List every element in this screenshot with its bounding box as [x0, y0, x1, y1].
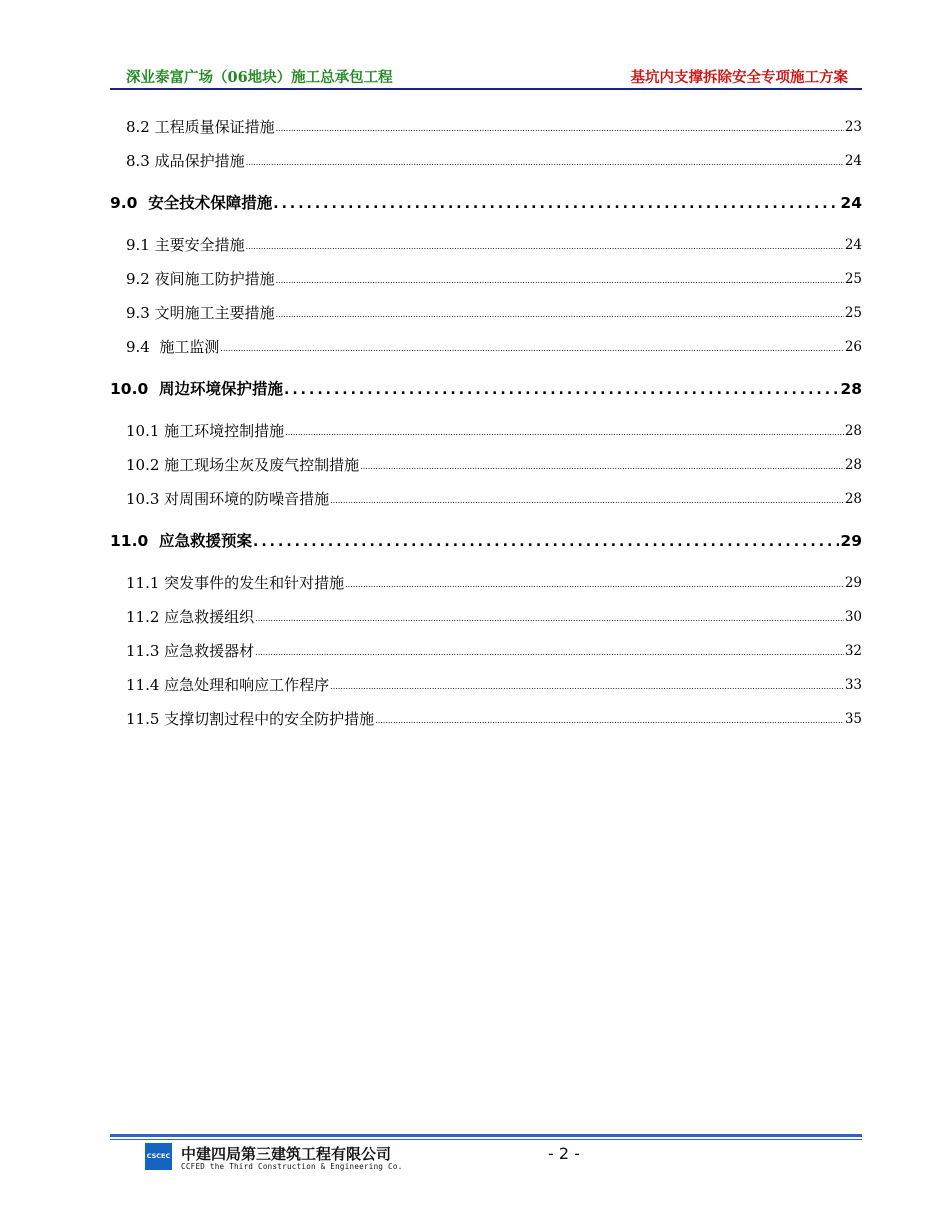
header-divider — [110, 88, 862, 90]
toc-label: 11.1 突发事件的发生和针对措施 — [126, 574, 345, 592]
toc-page: 28 — [844, 491, 862, 507]
toc-page: 28 — [844, 457, 862, 473]
toc-label: 10.0 周边环境保护措施 — [110, 380, 284, 398]
logo-text: CSCEC — [146, 1152, 171, 1160]
toc-page: 25 — [844, 271, 862, 287]
toc-entry-10-1[interactable] — [110, 418, 862, 440]
toc-label: 11.0 应急救援预案 — [110, 532, 253, 550]
dot-leader — [220, 342, 843, 356]
toc-page: 25 — [844, 305, 862, 321]
company-logo-icon — [145, 1143, 172, 1170]
project-title: 深业泰富广场（06地块）施工总承包工程 — [126, 69, 393, 86]
company-name-english: CCFED the Third Construction & Engineering Co. — [181, 1162, 403, 1171]
toc-label: 11.4 应急处理和响应工作程序 — [126, 676, 330, 694]
toc-entry-11-1[interactable] — [110, 570, 862, 592]
dot-leader — [255, 646, 844, 660]
toc-label: 9.0 安全技术保障措施 — [110, 194, 273, 212]
toc-page: 28 — [840, 380, 862, 398]
dot-leader — [276, 122, 844, 136]
dot-leader — [330, 494, 844, 508]
document-title: 基坑内支撑拆除安全专项施工方案 — [630, 69, 848, 86]
toc-label: 9.3 文明施工主要措施 — [126, 304, 275, 322]
company-name-chinese: 中建四局第三建筑工程有限公司 — [181, 1145, 392, 1163]
toc-entry-11-0[interactable] — [110, 528, 862, 550]
dot-leader — [285, 426, 844, 440]
toc-page: 24 — [844, 237, 862, 253]
toc-entry-10-0[interactable] — [110, 376, 862, 398]
dot-leader — [246, 240, 844, 254]
toc-entry-8-3[interactable] — [110, 148, 862, 170]
toc-entry-9-1[interactable] — [110, 232, 862, 254]
toc-page: 30 — [844, 609, 862, 625]
toc-page: 33 — [844, 677, 862, 693]
dot-leader — [246, 156, 844, 170]
toc-page: 32 — [844, 643, 862, 659]
toc-entry-9-4[interactable] — [110, 334, 862, 356]
toc-entry-9-3[interactable] — [110, 300, 862, 322]
page-header — [110, 66, 862, 88]
dot-leader — [345, 578, 844, 592]
toc-page: 26 — [844, 339, 862, 355]
toc-page: 23 — [844, 119, 862, 135]
dot-leader — [255, 612, 844, 626]
toc-entry-11-4[interactable] — [110, 672, 862, 694]
toc-page: 24 — [840, 194, 862, 212]
page-number: - 2 - — [548, 1144, 580, 1163]
toc-entry-11-2[interactable] — [110, 604, 862, 626]
toc-page: 29 — [844, 575, 862, 591]
toc-entry-10-3[interactable] — [110, 486, 862, 508]
toc-page: 29 — [840, 532, 862, 550]
dot-leader — [375, 714, 844, 728]
dot-leader — [330, 680, 844, 694]
toc-entry-10-2[interactable] — [110, 452, 862, 474]
toc-entry-8-2[interactable] — [110, 114, 862, 136]
footer-divider-thick — [110, 1134, 862, 1137]
toc-page: 24 — [844, 153, 862, 169]
toc-label: 11.3 应急救援器材 — [126, 642, 255, 660]
toc-label: 11.5 支撑切割过程中的安全防护措施 — [126, 710, 375, 728]
dot-leader — [253, 534, 839, 550]
toc-page: 35 — [844, 711, 862, 727]
toc-label: 10.1 施工环境控制措施 — [126, 422, 285, 440]
toc-label: 11.2 应急救援组织 — [126, 608, 255, 626]
toc-entry-11-3[interactable] — [110, 638, 862, 660]
footer-divider-thin — [110, 1139, 862, 1140]
toc-label: 9.4 施工监测 — [126, 338, 220, 356]
toc-label: 9.1 主要安全措施 — [126, 236, 245, 254]
dot-leader — [276, 308, 844, 322]
toc-label: 8.3 成品保护措施 — [126, 152, 245, 170]
toc-label: 10.3 对周围环境的防噪音措施 — [126, 490, 330, 508]
toc-entry-9-2[interactable] — [110, 266, 862, 288]
dot-leader — [360, 460, 844, 474]
toc-label: 10.2 施工现场尘灰及废气控制措施 — [126, 456, 360, 474]
toc-entry-9-0[interactable] — [110, 190, 862, 212]
dot-leader — [284, 382, 839, 398]
toc-label: 9.2 夜间施工防护措施 — [126, 270, 275, 288]
dot-leader — [276, 274, 844, 288]
toc-label: 8.2 工程质量保证措施 — [126, 118, 275, 136]
dot-leader — [273, 196, 839, 212]
toc-entry-11-5[interactable] — [110, 706, 862, 728]
toc-page: 28 — [844, 423, 862, 439]
